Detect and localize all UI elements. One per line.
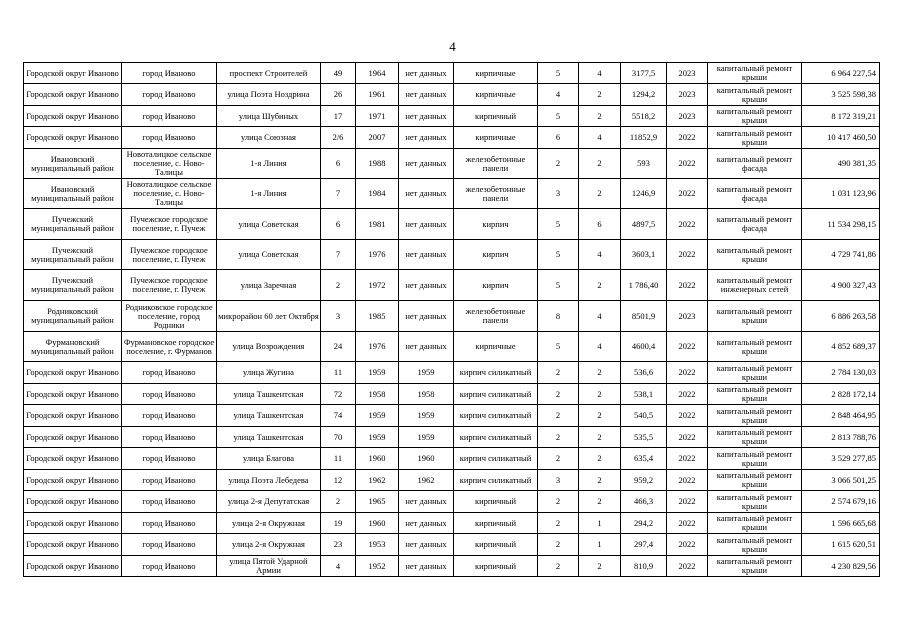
cell-house-number: 7	[321, 240, 356, 270]
cell-cost: 1 596 665,68	[802, 513, 880, 534]
cell-area: 635,4	[621, 448, 667, 470]
cell-cost: 11 534 298,15	[802, 209, 880, 240]
cell-floors: 2	[538, 384, 579, 405]
table-row	[24, 106, 880, 127]
cell-area: 4897,5	[621, 209, 667, 240]
cell-floors: 3	[538, 470, 579, 491]
cell-work-type: капитальный ремонт фасада	[708, 209, 802, 240]
cell-build-year: 1958	[356, 384, 399, 405]
cell-commission-year: 1959	[399, 405, 454, 427]
cell-wall-material: кирпич силикатный	[454, 470, 538, 491]
cell-wall-material: кирпичный	[454, 513, 538, 534]
cell-commission-year: 1962	[399, 470, 454, 491]
cell-floors: 5	[538, 209, 579, 240]
cell-street: улица Ташкентская	[217, 427, 321, 448]
cell-area: 3177,5	[621, 63, 667, 84]
cell-district: Фурмановский муниципальный район	[24, 332, 122, 362]
cell-house-number: 11	[321, 362, 356, 384]
cell-house-number: 2	[321, 491, 356, 513]
cell-area: 540,5	[621, 405, 667, 427]
cell-build-year: 1960	[356, 448, 399, 470]
cell-repair-year: 2022	[667, 127, 708, 149]
cell-house-number: 70	[321, 427, 356, 448]
cell-wall-material: кирпич силикатный	[454, 427, 538, 448]
cell-wall-material: железобетонные панели	[454, 179, 538, 209]
cell-settlement: город Иваново	[122, 470, 217, 491]
cell-build-year: 1965	[356, 491, 399, 513]
table-row	[24, 84, 880, 106]
cell-build-year: 1985	[356, 301, 399, 332]
cell-build-year: 2007	[356, 127, 399, 149]
cell-settlement: город Иваново	[122, 84, 217, 106]
cell-district: Пучежский муниципальный район	[24, 209, 122, 240]
cell-cost: 490 381,35	[802, 149, 880, 179]
cell-street: улица Заречная	[217, 270, 321, 301]
cell-wall-material: кирпичные	[454, 332, 538, 362]
cell-work-type: капитальный ремонт крыши	[708, 240, 802, 270]
cell-floors: 2	[538, 534, 579, 556]
page-number: 4	[449, 39, 456, 54]
cell-entrances: 2	[579, 106, 621, 127]
cell-build-year: 1976	[356, 332, 399, 362]
cell-settlement: город Иваново	[122, 405, 217, 427]
cell-repair-year: 2022	[667, 491, 708, 513]
cell-cost: 4 230 829,56	[802, 556, 880, 577]
cell-house-number: 6	[321, 209, 356, 240]
cell-district: Городской округ Иваново	[24, 384, 122, 405]
cell-settlement: город Иваново	[122, 427, 217, 448]
cell-repair-year: 2022	[667, 270, 708, 301]
table-row	[24, 513, 880, 534]
cell-district: Городской округ Иваново	[24, 405, 122, 427]
cell-settlement: город Иваново	[122, 513, 217, 534]
cell-cost: 8 172 319,21	[802, 106, 880, 127]
cell-house-number: 2/6	[321, 127, 356, 149]
cell-district: Городской округ Иваново	[24, 470, 122, 491]
cell-wall-material: кирпичный	[454, 491, 538, 513]
table-row	[24, 240, 880, 270]
cell-build-year: 1971	[356, 106, 399, 127]
cell-work-type: капитальный ремонт крыши	[708, 127, 802, 149]
cell-house-number: 24	[321, 332, 356, 362]
cell-house-number: 4	[321, 556, 356, 577]
cell-settlement: город Иваново	[122, 127, 217, 149]
cell-wall-material: кирпич силикатный	[454, 448, 538, 470]
cell-cost: 2 574 679,16	[802, 491, 880, 513]
cell-build-year: 1988	[356, 149, 399, 179]
cell-work-type: капитальный ремонт крыши	[708, 427, 802, 448]
cell-area: 810,9	[621, 556, 667, 577]
cell-street: 1-я Линия	[217, 149, 321, 179]
cell-entrances: 4	[579, 332, 621, 362]
cell-wall-material: кирпич силикатный	[454, 384, 538, 405]
cell-commission-year: нет данных	[399, 106, 454, 127]
cell-wall-material: кирпич	[454, 270, 538, 301]
cell-entrances: 6	[579, 209, 621, 240]
cell-settlement: город Иваново	[122, 491, 217, 513]
cell-district: Городской округ Иваново	[24, 556, 122, 577]
cell-entrances: 2	[579, 448, 621, 470]
cell-entrances: 2	[579, 427, 621, 448]
cell-build-year: 1984	[356, 179, 399, 209]
cell-commission-year: нет данных	[399, 556, 454, 577]
cell-entrances: 4	[579, 240, 621, 270]
cell-cost: 3 529 277,85	[802, 448, 880, 470]
cell-repair-year: 2022	[667, 534, 708, 556]
cell-wall-material: кирпич силикатный	[454, 362, 538, 384]
cell-floors: 8	[538, 301, 579, 332]
cell-house-number: 23	[321, 534, 356, 556]
cell-cost: 1 615 620,51	[802, 534, 880, 556]
cell-repair-year: 2022	[667, 362, 708, 384]
cell-work-type: капитальный ремонт фасада	[708, 179, 802, 209]
cell-street: улица Шубиных	[217, 106, 321, 127]
cell-build-year: 1952	[356, 556, 399, 577]
cell-district: Городской округ Иваново	[24, 491, 122, 513]
cell-build-year: 1964	[356, 63, 399, 84]
cell-commission-year: нет данных	[399, 179, 454, 209]
cell-wall-material: кирпич	[454, 240, 538, 270]
cell-area: 1294,2	[621, 84, 667, 106]
cell-house-number: 3	[321, 301, 356, 332]
cell-floors: 6	[538, 127, 579, 149]
cell-build-year: 1959	[356, 362, 399, 384]
cell-wall-material: кирпичные	[454, 84, 538, 106]
cell-work-type: капитальный ремонт крыши	[708, 332, 802, 362]
cell-repair-year: 2023	[667, 63, 708, 84]
cell-district: Родниковский муниципальный район	[24, 301, 122, 332]
cell-work-type: капитальный ремонт крыши	[708, 556, 802, 577]
cell-work-type: капитальный ремонт крыши	[708, 301, 802, 332]
table-row	[24, 209, 880, 240]
cell-build-year: 1959	[356, 405, 399, 427]
cell-district: Городской округ Иваново	[24, 534, 122, 556]
cell-district: Городской округ Иваново	[24, 84, 122, 106]
cell-street: улица Жугина	[217, 362, 321, 384]
cell-settlement: Родниковское городское поселение, город Родники	[122, 301, 217, 332]
cell-settlement: город Иваново	[122, 534, 217, 556]
cell-house-number: 72	[321, 384, 356, 405]
cell-build-year: 1961	[356, 84, 399, 106]
table-row	[24, 63, 880, 84]
cell-cost: 4 900 327,43	[802, 270, 880, 301]
cell-work-type: капитальный ремонт крыши	[708, 362, 802, 384]
cell-wall-material: кирпич силикатный	[454, 405, 538, 427]
table-row	[24, 270, 880, 301]
table-row	[24, 491, 880, 513]
cell-repair-year: 2022	[667, 240, 708, 270]
cell-work-type: капитальный ремонт крыши	[708, 84, 802, 106]
cell-district: Городской округ Иваново	[24, 427, 122, 448]
cell-cost: 2 848 464,95	[802, 405, 880, 427]
cell-house-number: 49	[321, 63, 356, 84]
cell-district: Городской округ Иваново	[24, 513, 122, 534]
table-row	[24, 362, 880, 384]
cell-floors: 2	[538, 362, 579, 384]
cell-work-type: капитальный ремонт крыши	[708, 491, 802, 513]
cell-house-number: 17	[321, 106, 356, 127]
cell-repair-year: 2022	[667, 470, 708, 491]
table-row	[24, 127, 880, 149]
cell-area: 959,2	[621, 470, 667, 491]
cell-commission-year: нет данных	[399, 84, 454, 106]
cell-wall-material: кирпичный	[454, 106, 538, 127]
cell-floors: 2	[538, 448, 579, 470]
cell-district: Городской округ Иваново	[24, 362, 122, 384]
cell-floors: 5	[538, 240, 579, 270]
cell-work-type: капитальный ремонт фасада	[708, 149, 802, 179]
cell-street: улица Советская	[217, 209, 321, 240]
cell-settlement: город Иваново	[122, 556, 217, 577]
cell-area: 294,2	[621, 513, 667, 534]
cell-area: 5518,2	[621, 106, 667, 127]
cell-entrances: 1	[579, 534, 621, 556]
cell-entrances: 2	[579, 491, 621, 513]
cell-floors: 5	[538, 332, 579, 362]
cell-cost: 3 066 501,25	[802, 470, 880, 491]
cell-street: улица 2-я Депутатская	[217, 491, 321, 513]
cell-street: улица Пятой Ударной Армии	[217, 556, 321, 577]
cell-settlement: город Иваново	[122, 384, 217, 405]
cell-floors: 2	[538, 427, 579, 448]
cell-area: 297,4	[621, 534, 667, 556]
cell-cost: 2 784 130,03	[802, 362, 880, 384]
cell-commission-year: нет данных	[399, 491, 454, 513]
cell-house-number: 26	[321, 84, 356, 106]
cell-commission-year: нет данных	[399, 534, 454, 556]
cell-work-type: капитальный ремонт крыши	[708, 448, 802, 470]
cell-area: 466,3	[621, 491, 667, 513]
cell-cost: 3 525 598,38	[802, 84, 880, 106]
cell-entrances: 2	[579, 149, 621, 179]
cell-settlement: город Иваново	[122, 362, 217, 384]
cell-street: улица Ташкентская	[217, 384, 321, 405]
cell-house-number: 6	[321, 149, 356, 179]
cell-cost: 6 964 227,54	[802, 63, 880, 84]
cell-commission-year: нет данных	[399, 301, 454, 332]
cell-repair-year: 2022	[667, 149, 708, 179]
cell-entrances: 1	[579, 513, 621, 534]
cell-area: 4600,4	[621, 332, 667, 362]
cell-wall-material: кирпич	[454, 209, 538, 240]
cell-street: 1-я Линия	[217, 179, 321, 209]
cell-district: Пучежский муниципальный район	[24, 270, 122, 301]
cell-settlement: Пучежское городское поселение, г. Пучеж	[122, 240, 217, 270]
cell-street: улица 2-я Окружная	[217, 513, 321, 534]
cell-commission-year: 1959	[399, 362, 454, 384]
cell-floors: 2	[538, 556, 579, 577]
cell-floors: 5	[538, 63, 579, 84]
cell-street: улица Поэта Лебедева	[217, 470, 321, 491]
cell-repair-year: 2022	[667, 332, 708, 362]
cell-wall-material: кирпичный	[454, 556, 538, 577]
cell-settlement: город Иваново	[122, 106, 217, 127]
cell-commission-year: нет данных	[399, 513, 454, 534]
cell-house-number: 12	[321, 470, 356, 491]
cell-area: 8501,9	[621, 301, 667, 332]
cell-settlement: Новоталицкое сельское поселение, с. Ново-Талицы	[122, 179, 217, 209]
cell-street: улица Союзная	[217, 127, 321, 149]
cell-house-number: 74	[321, 405, 356, 427]
cell-settlement: Новоталицкое сельское поселение, с. Ново-Талицы	[122, 149, 217, 179]
cell-cost: 2 813 788,76	[802, 427, 880, 448]
cell-settlement: город Иваново	[122, 63, 217, 84]
cell-district: Пучежский муниципальный район	[24, 240, 122, 270]
cell-commission-year: нет данных	[399, 270, 454, 301]
cell-repair-year: 2022	[667, 179, 708, 209]
cell-wall-material: кирпичные	[454, 127, 538, 149]
table-row	[24, 179, 880, 209]
cell-floors: 2	[538, 491, 579, 513]
cell-area: 11852,9	[621, 127, 667, 149]
cell-entrances: 2	[579, 470, 621, 491]
cell-settlement: город Иваново	[122, 448, 217, 470]
cell-house-number: 2	[321, 270, 356, 301]
cell-commission-year: нет данных	[399, 240, 454, 270]
cell-repair-year: 2022	[667, 448, 708, 470]
cell-settlement: Пучежское городское поселение, г. Пучеж	[122, 209, 217, 240]
table-row	[24, 149, 880, 179]
cell-street: микрорайон 60 лет Октября	[217, 301, 321, 332]
cell-entrances: 2	[579, 84, 621, 106]
cell-district: Городской округ Иваново	[24, 127, 122, 149]
cell-build-year: 1959	[356, 427, 399, 448]
buildings-table	[23, 62, 880, 577]
cell-district: Ивановский муниципальный район	[24, 149, 122, 179]
cell-area: 535,5	[621, 427, 667, 448]
cell-repair-year: 2022	[667, 427, 708, 448]
table-row	[24, 534, 880, 556]
cell-commission-year: 1959	[399, 427, 454, 448]
cell-build-year: 1962	[356, 470, 399, 491]
cell-wall-material: железобетонные панели	[454, 149, 538, 179]
cell-entrances: 2	[579, 362, 621, 384]
cell-work-type: капитальный ремонт крыши	[708, 405, 802, 427]
cell-street: улица Советская	[217, 240, 321, 270]
cell-work-type: капитальный ремонт крыши	[708, 470, 802, 491]
cell-entrances: 4	[579, 63, 621, 84]
cell-commission-year: нет данных	[399, 209, 454, 240]
table-row	[24, 427, 880, 448]
cell-repair-year: 2022	[667, 209, 708, 240]
cell-district: Городской округ Иваново	[24, 106, 122, 127]
cell-district: Ивановский муниципальный район	[24, 179, 122, 209]
table-row	[24, 384, 880, 405]
cell-house-number: 19	[321, 513, 356, 534]
cell-repair-year: 2023	[667, 84, 708, 106]
cell-cost: 4 729 741,86	[802, 240, 880, 270]
cell-wall-material: железобетонные панели	[454, 301, 538, 332]
cell-street: улица Ташкентская	[217, 405, 321, 427]
cell-floors: 2	[538, 513, 579, 534]
cell-repair-year: 2022	[667, 405, 708, 427]
cell-floors: 3	[538, 179, 579, 209]
cell-work-type: капитальный ремонт крыши	[708, 513, 802, 534]
cell-commission-year: нет данных	[399, 127, 454, 149]
table-row	[24, 448, 880, 470]
cell-build-year: 1976	[356, 240, 399, 270]
cell-commission-year: 1958	[399, 384, 454, 405]
table-row	[24, 470, 880, 491]
cell-work-type: капитальный ремонт крыши	[708, 106, 802, 127]
table-row	[24, 332, 880, 362]
cell-area: 1 786,40	[621, 270, 667, 301]
cell-entrances: 2	[579, 405, 621, 427]
cell-entrances: 2	[579, 179, 621, 209]
cell-floors: 2	[538, 405, 579, 427]
cell-build-year: 1953	[356, 534, 399, 556]
cell-cost: 10 417 460,50	[802, 127, 880, 149]
cell-cost: 1 031 123,96	[802, 179, 880, 209]
cell-work-type: капитальный ремонт крыши	[708, 384, 802, 405]
cell-area: 593	[621, 149, 667, 179]
cell-floors: 5	[538, 106, 579, 127]
cell-district: Городской округ Иваново	[24, 63, 122, 84]
cell-area: 536,6	[621, 362, 667, 384]
cell-settlement: Пучежское городское поселение, г. Пучеж	[122, 270, 217, 301]
cell-wall-material: кирпичный	[454, 534, 538, 556]
cell-entrances: 2	[579, 270, 621, 301]
cell-work-type: капитальный ремонт крыши	[708, 534, 802, 556]
cell-repair-year: 2022	[667, 513, 708, 534]
cell-district: Городской округ Иваново	[24, 448, 122, 470]
cell-area: 1246,9	[621, 179, 667, 209]
cell-build-year: 1960	[356, 513, 399, 534]
cell-street: улица 2-я Окружная	[217, 534, 321, 556]
cell-commission-year: нет данных	[399, 63, 454, 84]
cell-cost: 4 852 689,37	[802, 332, 880, 362]
cell-build-year: 1981	[356, 209, 399, 240]
table-row	[24, 405, 880, 427]
cell-repair-year: 2023	[667, 106, 708, 127]
cell-floors: 4	[538, 84, 579, 106]
cell-repair-year: 2022	[667, 384, 708, 405]
table-row	[24, 556, 880, 577]
cell-area: 3603,1	[621, 240, 667, 270]
cell-commission-year: 1960	[399, 448, 454, 470]
cell-floors: 2	[538, 149, 579, 179]
cell-entrances: 2	[579, 556, 621, 577]
cell-commission-year: нет данных	[399, 332, 454, 362]
cell-build-year: 1972	[356, 270, 399, 301]
cell-floors: 5	[538, 270, 579, 301]
cell-work-type: капитальный ремонт крыши	[708, 63, 802, 84]
cell-area: 538,1	[621, 384, 667, 405]
cell-repair-year: 2022	[667, 556, 708, 577]
cell-entrances: 2	[579, 384, 621, 405]
cell-repair-year: 2023	[667, 301, 708, 332]
cell-work-type: капитальный ремонт инженерных сетей	[708, 270, 802, 301]
cell-house-number: 7	[321, 179, 356, 209]
cell-entrances: 4	[579, 301, 621, 332]
table-row	[24, 301, 880, 332]
cell-cost: 6 886 263,58	[802, 301, 880, 332]
cell-entrances: 4	[579, 127, 621, 149]
cell-house-number: 11	[321, 448, 356, 470]
cell-commission-year: нет данных	[399, 149, 454, 179]
cell-street: улица Благова	[217, 448, 321, 470]
cell-street: улица Возрождения	[217, 332, 321, 362]
cell-settlement: Фурмановское городское поселение, г. Фурманов	[122, 332, 217, 362]
cell-street: проспект Строителей	[217, 63, 321, 84]
cell-cost: 2 828 172,14	[802, 384, 880, 405]
cell-wall-material: кирпичные	[454, 63, 538, 84]
cell-street: улица Поэта Ноздрина	[217, 84, 321, 106]
